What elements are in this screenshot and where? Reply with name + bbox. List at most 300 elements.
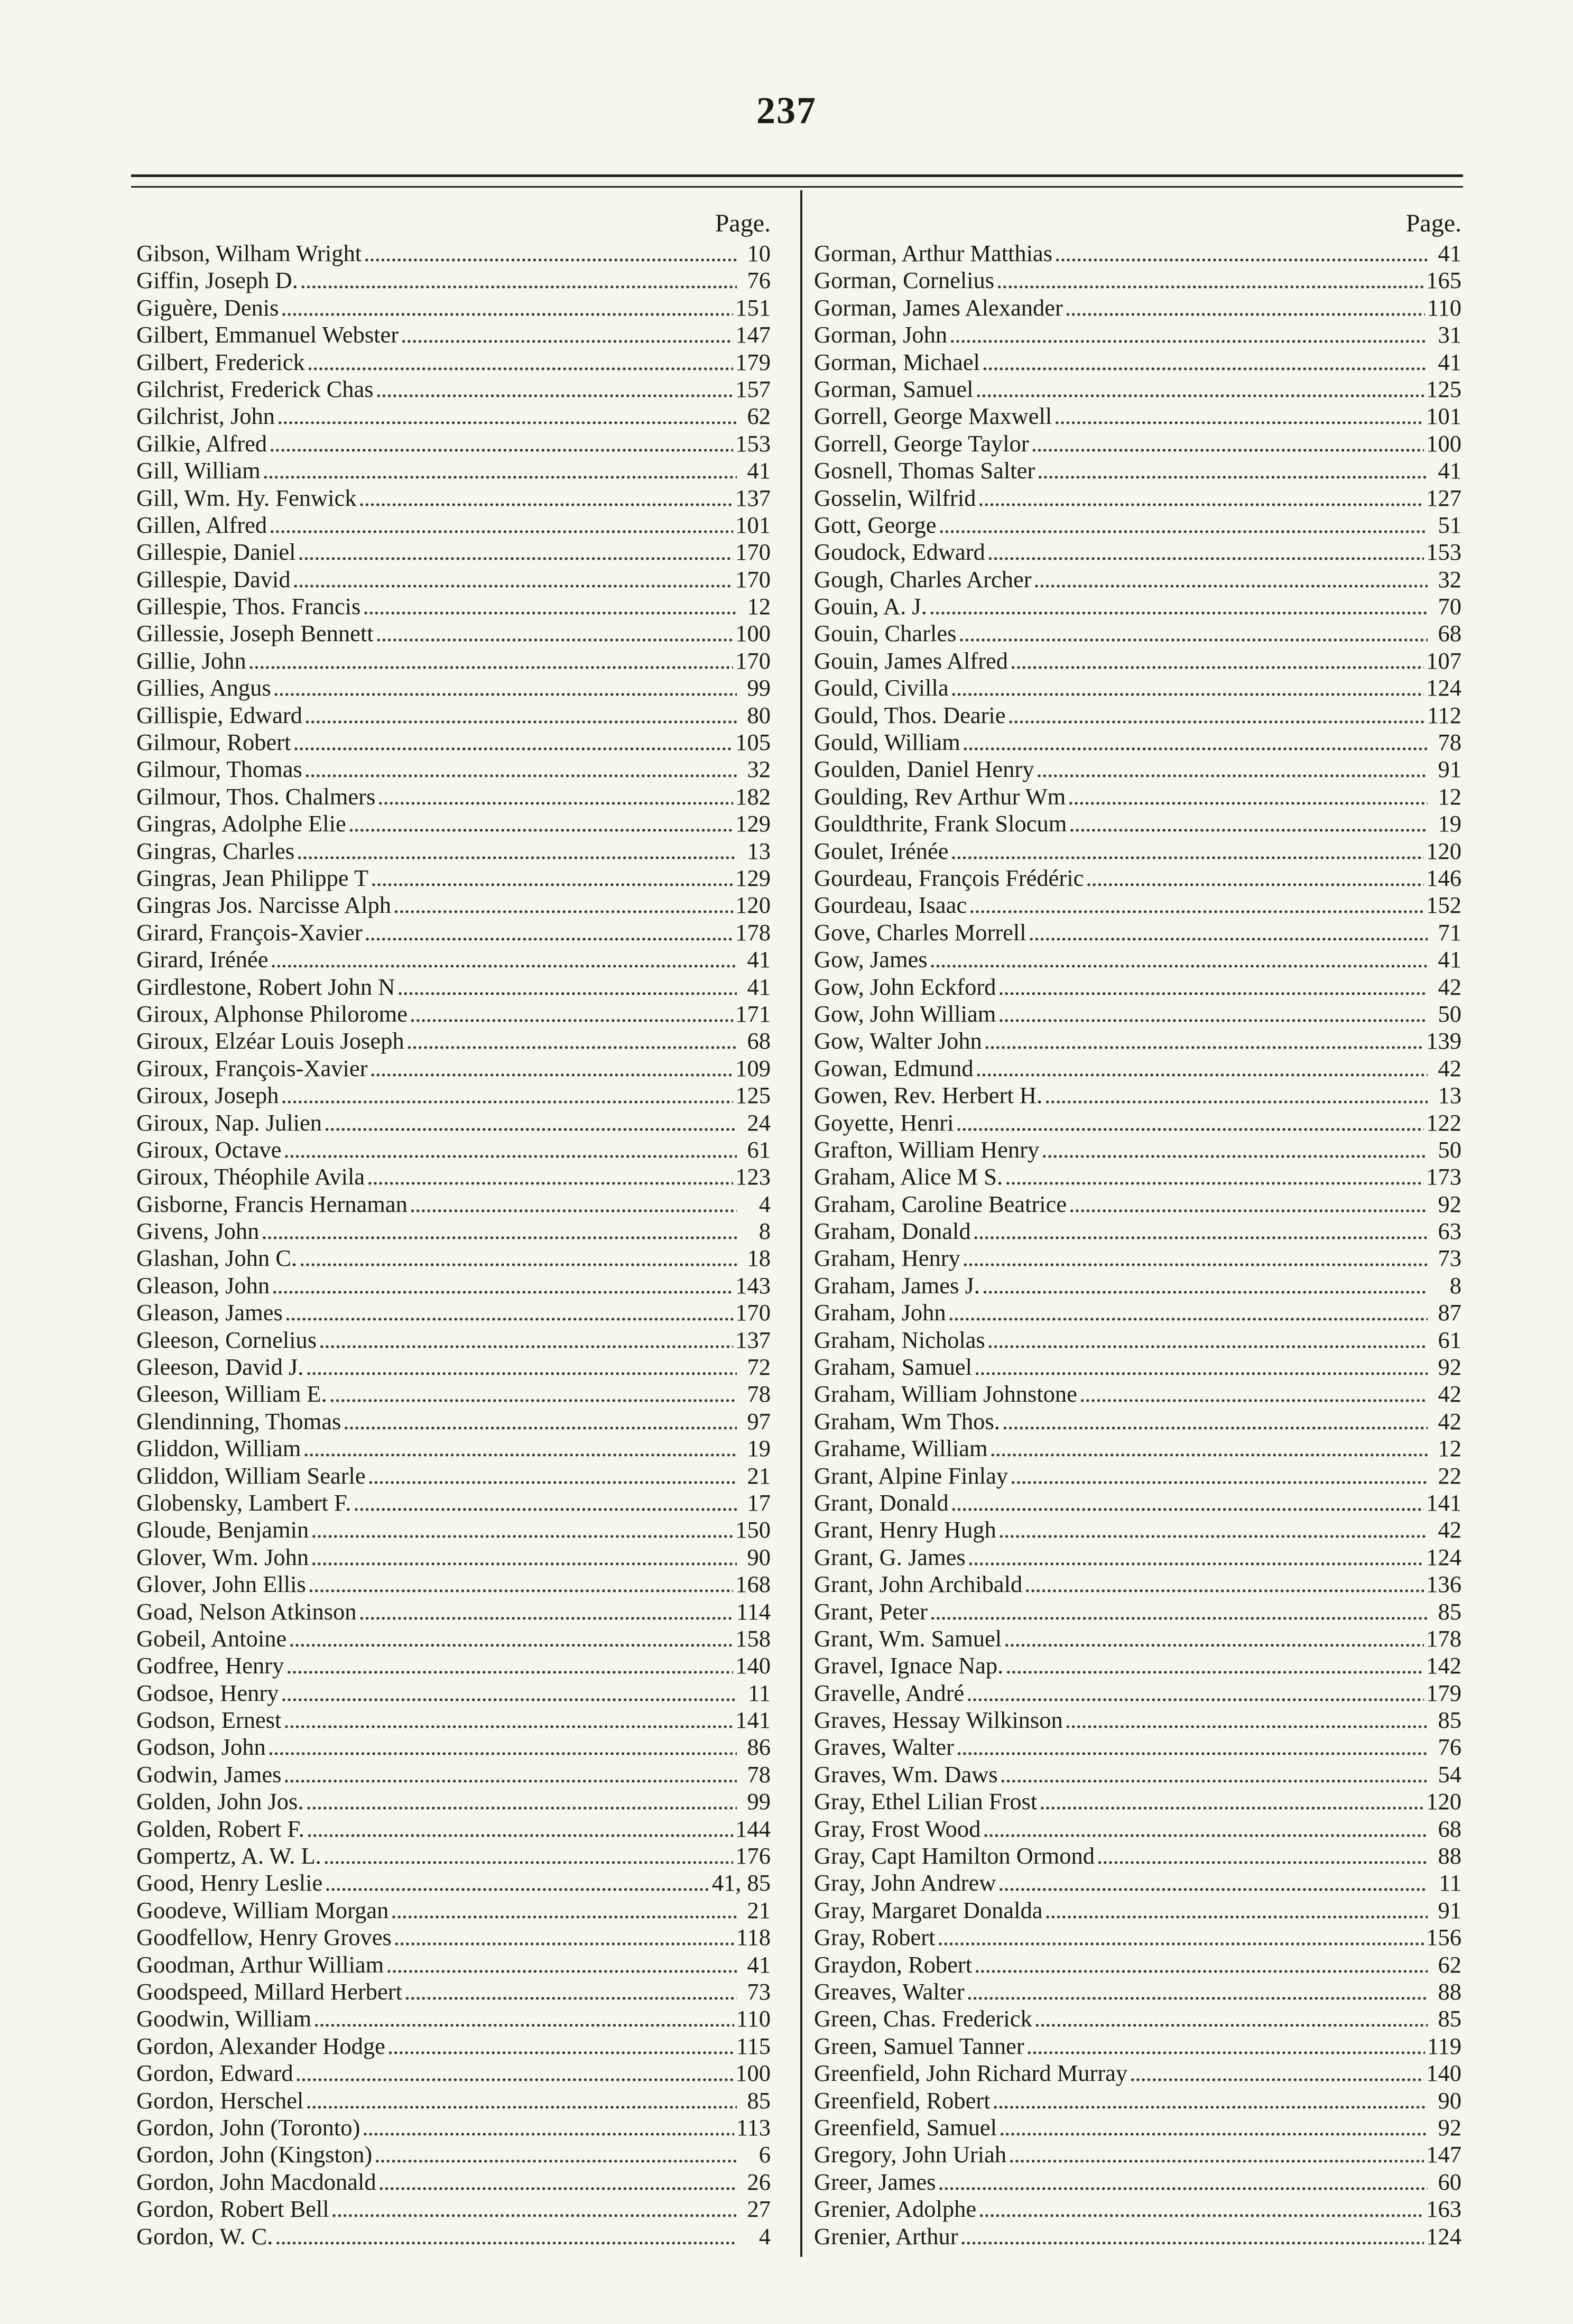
entry-name: Gorman, James Alexander (814, 294, 1063, 321)
entry-page-number: 11 (748, 1679, 771, 1706)
index-entry (814, 1680, 1461, 1707)
entry-name: Gilmour, Robert (136, 729, 291, 756)
index-entry (814, 1571, 1461, 1598)
entry-name: Gordon, John Macdonald (136, 2168, 376, 2195)
entry-page-number: 41 (747, 946, 771, 973)
entry-page-number: 21 (747, 1896, 771, 1923)
entry-page-number: 100 (735, 2060, 771, 2087)
entry-name: Gouin, Charles (814, 620, 957, 647)
index-entry (136, 1408, 771, 1435)
index-entry (814, 810, 1461, 837)
index-entry (814, 1788, 1461, 1815)
index-entry (814, 2169, 1461, 2196)
entry-name: Goodfellow, Henry Groves (136, 1924, 392, 1951)
entry-page-number: 32 (1438, 566, 1461, 592)
entry-page-number: 110 (736, 2005, 771, 2032)
index-entry (136, 1897, 771, 1924)
dot-leader (329, 1381, 737, 1408)
dot-leader (1034, 2005, 1428, 2032)
entry-name: Goulet, Irénée (814, 837, 949, 864)
entry-page-number: 120 (1426, 1788, 1461, 1815)
entry-name: Gibson, Wilham Wright (136, 240, 362, 266)
entry-page-number: 42 (1438, 1054, 1461, 1081)
entry-name: Glendinning, Thomas (136, 1408, 341, 1434)
entry-name: Gill, Wm. Hy. Fenwick (136, 484, 357, 511)
dot-leader (343, 1408, 737, 1435)
index-entry (136, 2223, 771, 2250)
dot-leader (968, 1544, 1424, 1571)
index-entry (814, 349, 1461, 376)
entry-name: Giguère, Denis (136, 294, 279, 321)
entry-page-number: 157 (735, 375, 771, 402)
entry-page-number: 105 (735, 729, 771, 756)
dot-leader (281, 1082, 733, 1109)
entry-page-number: 78 (747, 1761, 771, 1788)
entry-name: Godsoe, Henry (136, 1679, 279, 1706)
dot-leader (951, 838, 1424, 865)
index-entry (814, 1707, 1461, 1734)
entry-page-number: 80 (747, 701, 771, 728)
entry-page-number: 73 (1438, 1245, 1461, 1272)
index-entry (814, 838, 1461, 865)
entry-page-number: 61 (747, 1136, 771, 1163)
entry-page-number: 85 (747, 2087, 771, 2114)
index-entry (814, 1109, 1461, 1136)
dot-leader (951, 674, 1424, 701)
entry-name: Giroux, Joseph (136, 1082, 279, 1109)
index-entry (136, 1055, 771, 1082)
index-entry (136, 2169, 771, 2196)
entry-name: Grant, Wm. Samuel (814, 1625, 1002, 1652)
index-entry (136, 593, 771, 620)
dot-leader (297, 838, 737, 865)
index-entry (814, 702, 1461, 729)
dot-leader (1054, 240, 1428, 267)
entry-name: Gloude, Benjamin (136, 1516, 309, 1543)
entry-page-number: 92 (1438, 2114, 1461, 2141)
dot-leader (286, 1652, 733, 1679)
dot-leader (1031, 430, 1424, 457)
index-entry (136, 1816, 771, 1842)
index-entry (136, 294, 771, 321)
entry-page-number: 88 (1438, 1842, 1461, 1869)
index-entry (136, 485, 771, 512)
dot-leader (1029, 919, 1428, 946)
index-entry (814, 1625, 1461, 1652)
entry-name: Giroux, François-Xavier (136, 1054, 368, 1081)
dot-leader (930, 1598, 1428, 1625)
dot-leader (1041, 1136, 1428, 1163)
entry-name: Grant, Henry Hugh (814, 1516, 996, 1543)
entry-page-number: 173 (1426, 1163, 1461, 1190)
index-entry (136, 2005, 771, 2032)
entry-page-number: 41 (747, 457, 771, 484)
dot-leader (990, 1435, 1428, 1462)
index-entry (136, 1788, 771, 1815)
dot-leader (973, 1218, 1428, 1245)
index-entry (136, 566, 771, 593)
column-divider (800, 190, 802, 2257)
dot-leader (1000, 1761, 1428, 1788)
entry-name: Graham, James J. (814, 1272, 980, 1299)
entry-page-number: 152 (1426, 892, 1461, 919)
entry-page-number: 178 (1426, 1625, 1461, 1652)
index-entry (814, 1435, 1461, 1462)
index-entry (136, 810, 771, 837)
entry-name: Gleeson, William E. (136, 1381, 327, 1408)
dot-leader (998, 974, 1428, 1001)
dot-leader (311, 1516, 733, 1543)
index-entry (814, 1218, 1461, 1245)
entry-page-number: 54 (1438, 1761, 1461, 1788)
dot-leader (948, 1299, 1428, 1326)
entry-name: Gorman, Samuel (814, 375, 974, 402)
dot-leader (268, 1734, 737, 1761)
entry-name: Graham, John (814, 1299, 946, 1326)
index-entry (814, 1163, 1461, 1190)
dot-leader (1069, 1191, 1428, 1218)
dot-leader (362, 2114, 734, 2141)
entry-page-number: 63 (1438, 1218, 1461, 1245)
entry-page-number: 125 (735, 1082, 771, 1109)
index-entry (136, 1489, 771, 1516)
entry-page-number: 86 (747, 1734, 771, 1761)
entry-page-number: 19 (1438, 810, 1461, 837)
entry-page-number: 85 (1438, 2005, 1461, 2032)
entry-name: Gilmour, Thomas (136, 756, 302, 783)
dot-leader (365, 919, 734, 946)
entry-name: Graham, Caroline Beatrice (814, 1190, 1067, 1217)
index-entry (136, 702, 771, 729)
dot-leader (306, 1354, 737, 1381)
dot-leader (323, 1842, 733, 1869)
dot-leader (939, 512, 1428, 539)
entry-page-number: 6 (758, 2141, 771, 2168)
entry-name: Green, Samuel Tanner (814, 2032, 1024, 2059)
dot-leader (410, 1191, 737, 1218)
index-entry (814, 919, 1461, 946)
index-entry (136, 403, 771, 430)
entry-name: Gompertz, A. W. L. (136, 1842, 321, 1869)
entry-name: Gouin, A. J. (814, 593, 927, 620)
entry-name: Grafton, William Henry (814, 1136, 1040, 1163)
left-page-header: Page. (715, 209, 771, 237)
dot-leader (976, 1055, 1428, 1082)
entry-name: Graham, Wm Thos. (814, 1408, 1000, 1434)
index-entry (814, 1191, 1461, 1218)
index-entry (136, 2060, 771, 2087)
dot-leader (272, 1272, 733, 1299)
index-entry (814, 674, 1461, 701)
entry-page-number: 123 (735, 1163, 771, 1190)
entry-page-number: 178 (735, 919, 771, 946)
entry-name: Givens, John (136, 1218, 260, 1245)
dot-leader (938, 2169, 1428, 2196)
entry-name: Gleeson, Cornelius (136, 1326, 317, 1353)
entry-page-number: 85 (1438, 1707, 1461, 1734)
entry-name: Gillen, Alfred (136, 511, 267, 538)
entry-page-number: 179 (1426, 1679, 1461, 1706)
dot-leader (374, 2141, 737, 2168)
entry-name: Gouldthrite, Frank Slocum (814, 810, 1067, 837)
entry-page-number: 88 (1438, 1978, 1461, 2005)
entry-page-number: 41 (1438, 457, 1461, 484)
entry-page-number: 72 (747, 1354, 771, 1381)
header-rule (131, 174, 1463, 177)
dot-leader (982, 349, 1428, 376)
entry-name: Goodeve, William Morgan (136, 1896, 389, 1923)
dot-leader (397, 974, 737, 1001)
index-entry (814, 1978, 1461, 2005)
entry-page-number: 85 (1438, 1598, 1461, 1625)
entry-page-number: 76 (747, 267, 771, 294)
entry-page-number: 170 (735, 647, 771, 674)
dot-leader (963, 1245, 1428, 1272)
dot-leader (367, 1163, 733, 1190)
index-entry (136, 1136, 771, 1163)
right-index-column (814, 207, 1461, 2250)
entry-name: Gray, Capt Hamilton Ormond (814, 1842, 1095, 1869)
index-entry (136, 1761, 771, 1788)
index-entry (136, 1516, 771, 1543)
index-entry (814, 512, 1461, 539)
dot-leader (998, 1001, 1428, 1027)
entry-name: Gorman, Michael (814, 348, 980, 375)
index-entry (814, 2087, 1461, 2114)
dot-leader (949, 321, 1428, 348)
index-entry (136, 1381, 771, 1408)
dot-leader (269, 430, 733, 457)
entry-name: Gray, Ethel Lilian Frost (814, 1788, 1038, 1815)
entry-name: Glover, John Ellis (136, 1571, 306, 1598)
entry-page-number: 19 (747, 1435, 771, 1462)
entry-page-number: 124 (1426, 674, 1461, 701)
dot-leader (298, 539, 734, 566)
index-entry (814, 2223, 1461, 2250)
entry-name: Grenier, Arthur (814, 2223, 958, 2249)
dot-leader (406, 1027, 737, 1054)
index-entry (814, 1354, 1461, 1381)
index-entry (136, 376, 771, 403)
dot-leader (283, 1761, 737, 1788)
entry-name: Gleeson, David J. (136, 1354, 304, 1381)
index-entry (136, 349, 771, 376)
entry-name: Gillessie, Joseph Bennett (136, 620, 374, 647)
entry-name: Glashan, John C. (136, 1245, 298, 1272)
entry-page-number: 99 (747, 1788, 771, 1815)
entry-page-number: 42 (1438, 1516, 1461, 1543)
dot-leader (285, 1299, 733, 1326)
entry-name: Girard, François-Xavier (136, 919, 363, 946)
entry-name: Golden, Robert F. (136, 1815, 304, 1842)
entry-name: Girard, Irénée (136, 946, 269, 973)
entry-name: Gilbert, Emmanuel Webster (136, 321, 399, 348)
entry-page-number: 156 (1426, 1924, 1461, 1951)
entry-name: Gilbert, Frederick (136, 348, 305, 375)
dot-leader (993, 2087, 1428, 2114)
index-entry (814, 1951, 1461, 1978)
index-entry (814, 1652, 1461, 1679)
dot-leader (363, 593, 737, 620)
dot-leader (1130, 2060, 1424, 2087)
entry-page-number: 68 (1438, 1815, 1461, 1842)
entry-page-number: 27 (747, 2196, 771, 2223)
index-entry (814, 974, 1461, 1001)
dot-leader (974, 1354, 1428, 1381)
entry-page-number: 8 (758, 1218, 771, 1245)
entry-name: Gray, Robert (814, 1924, 936, 1951)
entry-page-number: 139 (1426, 1027, 1461, 1054)
entry-page-number: 165 (1426, 267, 1461, 294)
index-entry (814, 403, 1461, 430)
entry-name: Gourdeau, Isaac (814, 892, 967, 919)
entry-name: Godfree, Henry (136, 1652, 284, 1679)
index-entry (136, 1462, 771, 1489)
entry-name: Godwin, James (136, 1761, 282, 1788)
index-entry (814, 485, 1461, 512)
entry-name: Gorman, Cornelius (814, 267, 995, 294)
dot-leader (999, 2114, 1428, 2141)
dot-leader (998, 1869, 1428, 1896)
dot-leader (307, 349, 733, 376)
index-entry (136, 1082, 771, 1109)
index-entry (136, 1245, 771, 1272)
index-entry (136, 674, 771, 701)
index-entry (136, 1027, 771, 1054)
index-entry (814, 376, 1461, 403)
entry-name: Giroux, Octave (136, 1136, 282, 1163)
entry-name: Gray, Margaret Donalda (814, 1896, 1043, 1923)
entry-page-number: 42 (1438, 1408, 1461, 1434)
entry-name: Goad, Nelson Atkinson (136, 1598, 357, 1625)
entry-name: Good, Henry Leslie (136, 1869, 323, 1896)
entry-name: Graves, Walter (814, 1734, 954, 1761)
dot-leader (976, 376, 1424, 403)
entry-name: Goulden, Daniel Henry (814, 756, 1034, 783)
entry-page-number: 22 (1438, 1462, 1461, 1489)
entry-page-number: 76 (1438, 1734, 1461, 1761)
entry-name: Gould, Thos. Dearie (814, 701, 1006, 728)
dot-leader (387, 2033, 734, 2060)
dot-leader (391, 1897, 737, 1924)
dot-leader (998, 1516, 1428, 1543)
dot-leader (283, 1136, 737, 1163)
index-entry (136, 756, 771, 783)
entry-name: Gillispie, Edward (136, 701, 302, 728)
index-entry (814, 647, 1461, 674)
index-entry (814, 593, 1461, 620)
index-entry (136, 240, 771, 267)
index-entry (814, 2114, 1461, 2141)
entry-page-number: 92 (1438, 1190, 1461, 1217)
left-entry-list (136, 240, 771, 2250)
dot-leader (293, 729, 733, 756)
index-entry (136, 1625, 771, 1652)
dot-leader (371, 865, 733, 892)
dot-leader (1010, 647, 1424, 674)
entry-page-number: 92 (1438, 1354, 1461, 1381)
dot-leader (956, 1109, 1424, 1136)
dot-leader (311, 1544, 737, 1571)
index-entry (814, 729, 1461, 756)
dot-leader (1039, 1788, 1424, 1815)
dot-leader (307, 1816, 733, 1842)
entry-page-number: 170 (735, 1299, 771, 1326)
entry-page-number: 12 (747, 593, 771, 620)
dot-leader (306, 2087, 737, 2114)
entry-page-number: 41 (1438, 348, 1461, 375)
index-entry (814, 1462, 1461, 1489)
dot-leader (978, 2196, 1424, 2223)
entry-page-number: 13 (1438, 1082, 1461, 1109)
entry-name: Goodspeed, Millard Herbert (136, 1978, 402, 2005)
dot-leader (1002, 1408, 1428, 1435)
index-entry (136, 1951, 771, 1978)
entry-page-number: 41 (1438, 240, 1461, 266)
dot-leader (1024, 1571, 1424, 1598)
entry-name: Greer, James (814, 2168, 936, 2195)
entry-page-number: 51 (1438, 511, 1461, 538)
dot-leader (300, 267, 737, 294)
entry-page-number: 141 (1426, 1489, 1461, 1516)
entry-name: Goodman, Arthur William (136, 1951, 384, 1978)
entry-page-number: 124 (1426, 1543, 1461, 1570)
entry-name: Gillespie, David (136, 566, 291, 592)
index-entry (814, 1734, 1461, 1761)
dot-leader (269, 512, 733, 539)
index-entry (814, 783, 1461, 810)
index-entry (814, 1272, 1461, 1299)
dot-leader (319, 1327, 733, 1354)
dot-leader (958, 620, 1428, 647)
entry-name: Grant, Peter (814, 1598, 928, 1625)
index-entry (136, 1924, 771, 1951)
entry-name: Giffin, Joseph D. (136, 267, 298, 294)
entry-name: Gingras, Adolphe Elie (136, 810, 346, 837)
dot-leader (386, 1951, 737, 1978)
entry-name: Graves, Wm. Daws (814, 1761, 998, 1788)
entry-name: Grant, Alpine Finlay (814, 1462, 1008, 1489)
entry-page-number: 125 (1426, 375, 1461, 402)
index-entry (814, 1327, 1461, 1354)
entry-name: Gott, George (814, 511, 937, 538)
dot-leader (1086, 865, 1424, 892)
entry-page-number: 32 (747, 756, 771, 783)
entry-page-number: 118 (736, 1924, 771, 1951)
entry-name: Gingras, Charles (136, 837, 295, 864)
entry-name: Gordon, John (Toronto) (136, 2114, 360, 2141)
index-entry (814, 1489, 1461, 1516)
entry-name: Graves, Hessay Wilkinson (814, 1707, 1063, 1734)
entry-page-number: 182 (735, 783, 771, 810)
entry-name: Goodwin, William (136, 2005, 312, 2032)
entry-page-number: 61 (1438, 1326, 1461, 1353)
index-entry (136, 1163, 771, 1190)
dot-leader (969, 892, 1424, 919)
entry-page-number: 120 (1426, 837, 1461, 864)
index-entry (814, 1924, 1461, 1951)
dot-leader (1044, 1082, 1428, 1109)
entry-name: Giroux, Elzéar Louis Joseph (136, 1027, 404, 1054)
entry-name: Graham, Henry (814, 1245, 960, 1272)
entry-name: Grant, G. James (814, 1543, 966, 1570)
dot-leader (982, 1272, 1428, 1299)
index-entry (136, 1435, 771, 1462)
entry-page-number: 163 (1426, 2196, 1461, 2223)
entry-name: Gowan, Edmund (814, 1054, 974, 1081)
entry-page-number: 158 (735, 1625, 771, 1652)
index-entry (814, 1245, 1461, 1272)
